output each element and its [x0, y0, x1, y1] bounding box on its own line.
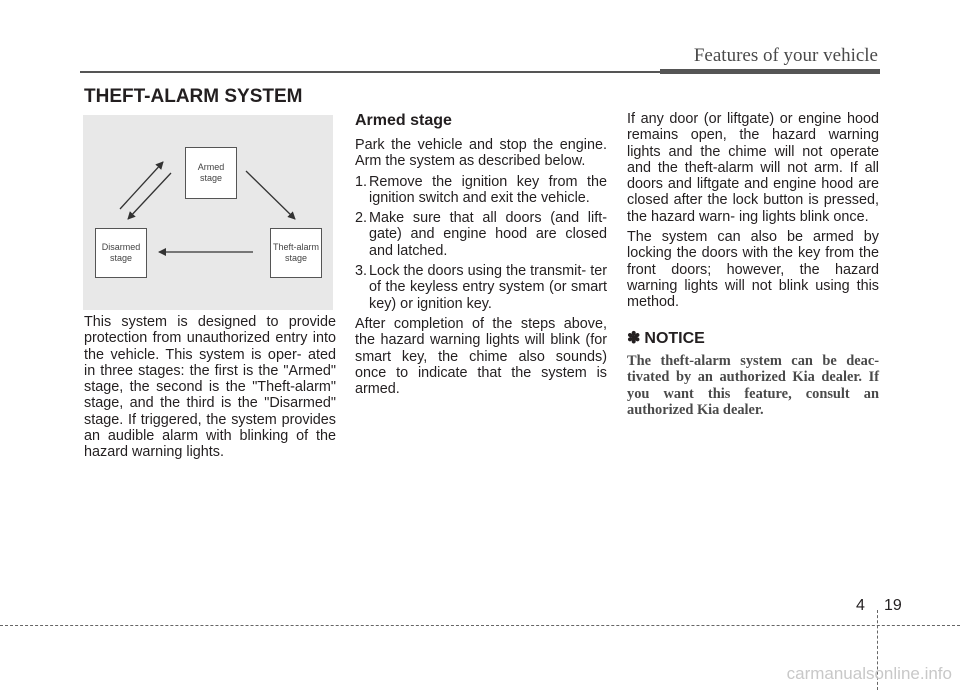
footer-rule — [0, 625, 960, 626]
header-rule-accent — [660, 69, 880, 74]
section-title: THEFT-ALARM SYSTEM — [84, 86, 303, 107]
notice-symbol-icon: ✽ — [627, 329, 641, 347]
arrow-disarmed-to-armed — [120, 162, 163, 209]
armed-stage-heading: Armed stage — [355, 112, 452, 129]
stage-diagram — [83, 115, 333, 310]
step-item — [355, 174, 607, 207]
running-header: Features of your vehicle — [693, 45, 878, 66]
column-middle — [355, 111, 607, 401]
step-text: Remove the ignition key from the ignition switch and exit the vehicle. — [369, 173, 607, 206]
chapter-number: 4 — [856, 597, 865, 614]
watermark: carmanualsonline.info — [786, 664, 952, 683]
notice-heading-text: NOTICE — [644, 329, 705, 347]
page-number: 19 — [884, 597, 902, 614]
step-text: Make sure that all doors (and lift- gate) and engine hood are closed and latched. — [369, 210, 607, 259]
disarmed-stage-box: Disarmed stage — [95, 228, 147, 278]
theft-alarm-stage-box: Theft-alarm stage — [270, 228, 322, 278]
arrow-armed-to-disarmed — [128, 173, 171, 219]
step-number: 1. — [355, 173, 368, 190]
notice-heading — [627, 329, 879, 349]
intro-paragraph: This system is designed to provide protection from unauthorized entry into the vehicle. This system is oper- ated in three stages: the first is the "Armed" stage, the second is the "Theft-alarm" stage, and the third is the "Disarmed" stage. If triggered, the system provides an audible alarm with blinking of the hazard warning lights. — [84, 314, 336, 461]
column-right — [627, 111, 879, 419]
step-item — [355, 263, 607, 312]
step-number: 3. — [355, 263, 368, 280]
step-number: 2. — [355, 210, 368, 227]
step-item — [355, 210, 607, 259]
armed-stage-box: Armed stage — [185, 147, 237, 199]
armed-stage-after: After completion of the steps above, the hazard warning lights will blink (for smart key, the chime also sounds) once to indicate that the system is armed. — [355, 315, 607, 398]
notice-body: The theft-alarm system can be deac- tivated by an authorized Kia dealer. If you want this feature, consult an authorized Kia dealer. — [627, 352, 879, 419]
key-arming-paragraph: The system can also be armed by locking the doors with the key from the front doors; however, the hazard warning lights will not blink using this method. — [627, 229, 879, 311]
column-left — [84, 314, 336, 465]
armed-stage-intro: Park the vehicle and stop the engine. Arm the system as described below. — [355, 137, 607, 170]
stage-arrows — [83, 115, 333, 310]
header-rule — [80, 71, 660, 73]
arrow-armed-to-theft — [246, 171, 295, 219]
open-door-paragraph: If any door (or liftgate) or engine hood remains open, the hazard warning lights and the chime will not operate and the theft-alarm will not arm. If all doors and liftgate and engine hood are closed after the lock button is pressed, the hazard warn- ing lights blink once. — [627, 111, 879, 225]
step-text: Lock the doors using the transmit- ter of the keyless entry system (or smart key) or ignition key. — [369, 263, 607, 312]
